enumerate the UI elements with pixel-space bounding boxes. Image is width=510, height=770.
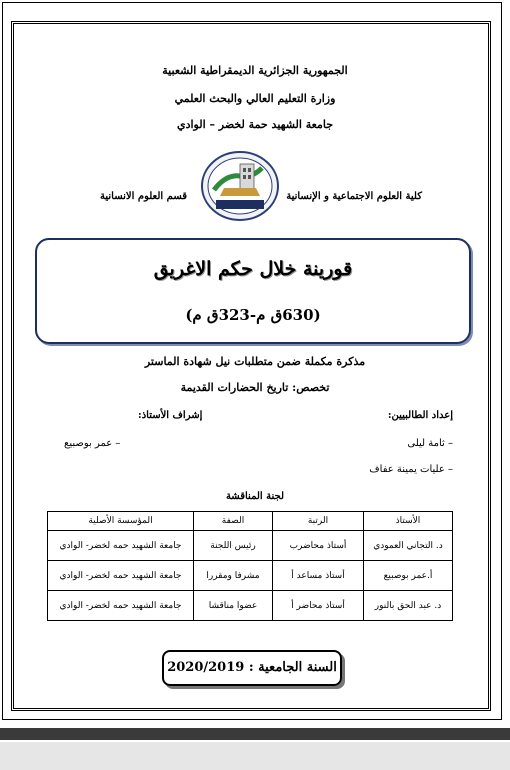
thesis-dates: (630ق م-323ق م) — [185, 306, 321, 324]
memo-description: مذكرة مكملة ضمن متطلبات نيل شهادة الماستر — [144, 355, 366, 368]
column-header: المؤسسة الأصلية — [48, 512, 194, 531]
academic-year: السنة الجامعية : 2020/2019 — [162, 650, 342, 686]
viewer-bottom-bar — [0, 728, 510, 740]
ministry-line: وزارة التعليم العالي والبحث العلمي — [174, 92, 336, 105]
table-cell: د. عبد الحق بالنور — [364, 591, 453, 621]
table-cell: رئيس اللجنة — [194, 531, 273, 561]
table-cell: مشرفا ومقررا — [194, 561, 273, 591]
supervision-label: إشراف الأستاذ: — [138, 410, 203, 421]
table-row — [48, 561, 453, 591]
table-cell: أستاذ محاضرب — [273, 531, 364, 561]
thesis-title: قورينة خلال حكم الاغريق — [153, 258, 353, 280]
committee-label: لجنة المناقشة — [225, 491, 285, 502]
table-cell: أستاذ محاضر أ — [273, 591, 364, 621]
university-line: جامعة الشهيد حمة لخضر – الوادي — [176, 118, 334, 131]
table-cell: جامعة الشهيد حمه لخضر- الوادي — [48, 531, 194, 561]
student-name: – عليات يمينة عفاف — [369, 464, 453, 475]
thesis-title-box — [35, 238, 471, 344]
table-row — [48, 531, 453, 561]
table-header-row — [48, 512, 453, 531]
column-header: الرتبة — [273, 512, 364, 531]
column-header: الأستاذ — [364, 512, 453, 531]
prepared-by-label: إعداد الطالبيين: — [387, 410, 453, 421]
viewer-bottom-strip — [0, 742, 510, 770]
table-cell: د. التجاني العمودي — [364, 531, 453, 561]
university-logo-icon — [200, 150, 280, 222]
table-cell: عضوا مناقشا — [194, 591, 273, 621]
table-cell: جامعة الشهيد حمه لخضر- الوادي — [48, 591, 194, 621]
republic-line: الجمهورية الجزائرية الديمقراطية الشعبية — [162, 64, 348, 77]
table-row — [48, 591, 453, 621]
column-header: الصفة — [194, 512, 273, 531]
supervisor-name: – عمر بوصبيع — [64, 438, 121, 449]
department-name: قسم العلوم الانسانية — [100, 191, 188, 202]
specialty: تخصص: تاريخ الحضارات القديمة — [180, 381, 330, 394]
committee-table — [47, 511, 453, 621]
student-name: – ثامة ليلى — [407, 438, 453, 449]
table-cell: أستاذ مساعد أ — [273, 561, 364, 591]
table-cell: جامعة الشهيد حمه لخضر- الوادي — [48, 561, 194, 591]
faculty-name: كلية العلوم الاجتماعية و الإنسانية — [286, 191, 422, 202]
table-cell: أ.عمر بوصبيع — [364, 561, 453, 591]
